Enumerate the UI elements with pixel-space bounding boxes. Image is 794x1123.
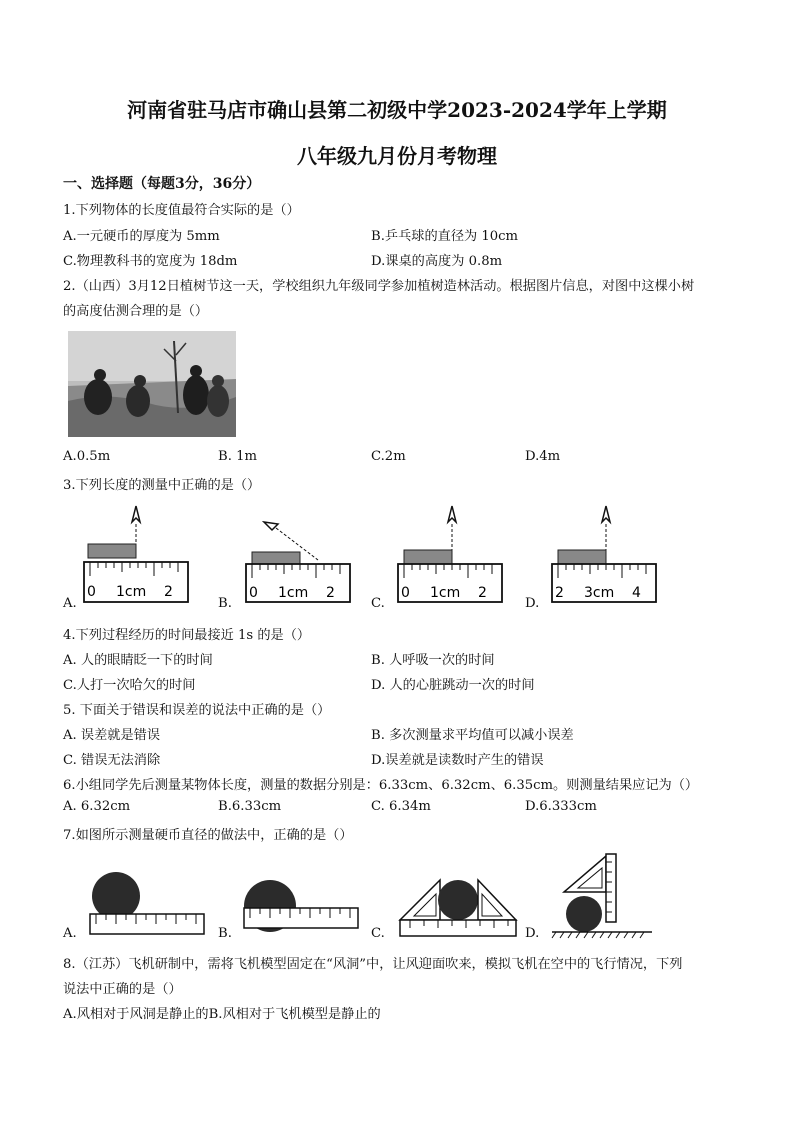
q3c-tick-0: 0 [401,585,410,601]
q2-option-b: B. 1m [218,449,257,464]
q3d-tick-1: 3cm [584,585,615,601]
q4-option-a: A. 人的眼睛眨一下的时间 [63,653,213,668]
q3c-tick-1: 1cm [430,585,461,601]
q3d-tick-2: 4 [632,585,641,601]
q7-stem: 7.如图所示测量硬币直径的做法中，正确的是（） [63,828,353,843]
q4-option-b: B. 人呼吸一次的时间 [371,653,495,668]
q3-label-b: B. [218,596,232,611]
q6-option-a: A. 6.32cm [63,799,131,814]
q7-label-c: C. [371,926,385,941]
q1-option-c: C.物理教科书的宽度为 18dm [63,254,238,269]
q3a-tick-1: 1cm [116,584,147,600]
q6-option-b: B.6.33cm [218,799,282,814]
q6-option-d: D.6.333cm [525,799,597,814]
q3-label-a: A. [63,596,77,611]
q3-stem: 3.下列长度的测量中正确的是（） [63,478,261,493]
q5-option-b: B. 多次测量求平均值可以减小误差 [371,728,574,743]
q7-figure-a [86,870,208,942]
q3-figure-a [80,500,192,605]
q3-figure-d [548,500,660,605]
q3b-tick-1: 1cm [278,585,309,601]
q2-stem-line2: 的高度估测合理的是（） [63,304,209,319]
q7-figure-d [548,852,660,942]
q8-stem-line2: 说法中正确的是（） [63,982,182,997]
q4-option-c: C.人打一次哈欠的时间 [63,678,196,693]
q1-option-d: D.课桌的高度为 0.8m [371,254,503,269]
q3-label-d: D. [525,596,540,611]
q1-option-b: B.乒乓球的直径为 10cm [371,229,519,244]
q3d-tick-0: 2 [555,585,564,601]
q3a-tick-0: 0 [87,584,96,600]
q4-option-d: D. 人的心脏跳动一次的时间 [371,678,535,693]
q8-options-ab: A.风相对于风洞是静止的B.风相对于飞机模型是静止的 [63,1007,381,1022]
q8-stem-line1: 8.（江苏）飞机研制中，需将飞机模型固定在“风洞”中，让风迎面吹来，模拟飞机在空中的飞行情况，下列 [63,957,683,972]
q3-figure-b [242,500,354,605]
q2-stem-line1: 2.（山西）3月12日植树节这一天，学校组织九年级同学参加植树造林活动。根据图片信息，对图中这棵小树 [63,279,695,294]
q2-option-a: A.0.5m [63,449,111,464]
q7-figure-b [240,870,362,942]
q6-option-c: C. 6.34m [371,799,431,814]
q3b-tick-2: 2 [326,585,335,601]
q3b-tick-0: 0 [249,585,258,601]
q5-stem: 5. 下面关于错误和误差的说法中正确的是（） [63,703,331,718]
q2-option-c: C.2m [371,449,406,464]
q7-figure-c [396,870,520,942]
q1-option-a: A.一元硬币的厚度为 5mm [63,229,220,244]
q7-label-b: B. [218,926,232,941]
tree-planting-photo [68,331,236,437]
page-title: 河南省驻马店市确山县第二初级中学2023-2024学年上学期 [127,98,667,122]
q7-label-a: A. [63,926,77,941]
section-heading: 一、选择题（每题3分，36分） [63,176,261,192]
q3-label-c: C. [371,596,385,611]
q3c-tick-2: 2 [478,585,487,601]
q5-option-d: D.误差就是读数时产生的错误 [371,753,544,768]
q6-stem: 6.小组同学先后测量某物体长度，测量的数据分别是：6.33cm、6.32cm、6.35cm。则测量结果应记为（） [63,778,699,793]
q3a-tick-2: 2 [164,584,173,600]
q4-stem: 4.下列过程经历的时间最接近 1s 的是（） [63,628,311,643]
q2-option-d: D.4m [525,449,561,464]
q5-option-c: C. 错误无法消除 [63,753,161,768]
page-subtitle: 八年级九月份月考物理 [297,144,497,168]
q5-option-a: A. 误差就是错误 [63,728,161,743]
q1-stem: 1.下列物体的长度值最符合实际的是（） [63,203,300,218]
q7-label-d: D. [525,926,540,941]
q3-figure-c [394,500,506,605]
